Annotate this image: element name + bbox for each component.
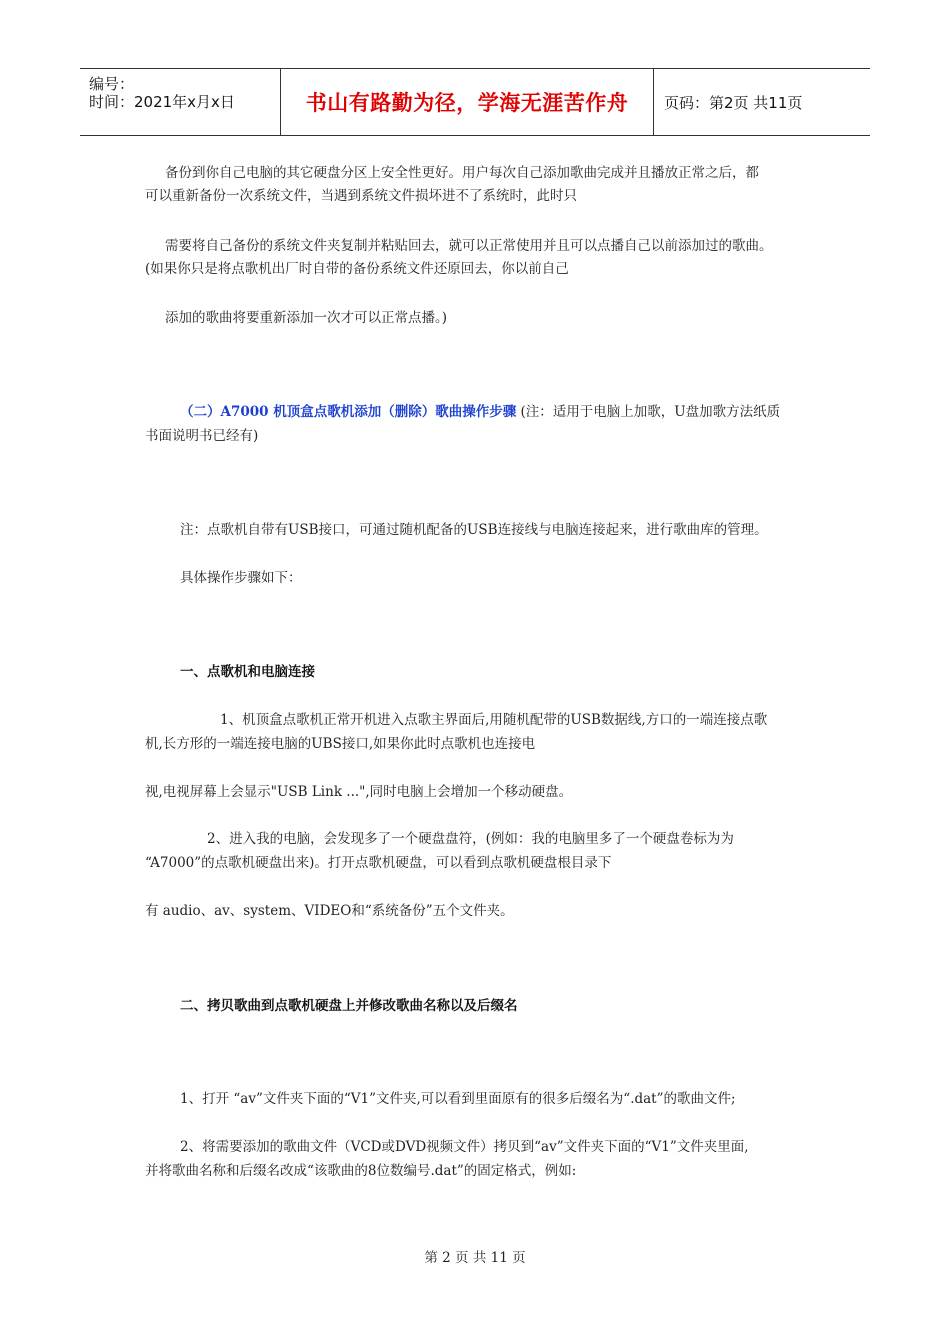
copy-step1: 1、打开 “av”文件夹下面的“V1”文件夹,可以看到里面原有的很多后缀名为“.dat”的歌曲文件;: [180, 1091, 736, 1107]
section2-note-line2: 书面说明书已经有): [145, 428, 259, 444]
paragraph-restore-line2: (如果你只是将点歌机出厂时自带的备份系统文件还原回去，你以前自己: [145, 261, 569, 277]
usb-note: 注：点歌机自带有USB接口，可通过随机配备的USB连接线与电脑连接起来，进行歌曲库的管理。: [180, 522, 768, 538]
section2-title: （二）A7000 机顶盒点歌机添加（删除）歌曲操作步骤: [180, 404, 517, 420]
step1-line3: 视,电视屏幕上会显示"USB Link ...",同时电脑上会增加一个移动硬盘。: [145, 784, 573, 800]
step1-line1: 1、机顶盒点歌机正常开机进入点歌主界面后,用随机配带的USB数据线,方口的一端连接点歌: [220, 712, 768, 728]
step1-line2: 机,长方形的一端连接电脑的UBS接口,如果你此时点歌机也连接电: [145, 736, 536, 752]
section2-heading-line: [180, 402, 780, 422]
step2-line1: 2、进入我的电脑，会发现多了一个硬盘盘符，(例如：我的电脑里多了一个硬盘卷标为为: [207, 831, 734, 847]
header-page-cell: [654, 69, 870, 135]
heading-connect: 一、点歌机和电脑连接: [180, 664, 315, 680]
header-motto-cell: [281, 69, 654, 135]
paragraph-backup-line2: 可以重新备份一次系统文件，当遇到系统文件损坏进不了系统时，此时只: [145, 188, 577, 204]
paragraph-backup-line1: 备份到你自己电脑的其它硬盘分区上安全性更好。用户每次自己添加歌曲完成并且播放正常之后，都: [165, 165, 759, 181]
header-motto: 书山有路勤为径，学海无涯苦作舟: [305, 91, 629, 115]
steps-intro: 具体操作步骤如下：: [180, 570, 302, 586]
header-meta-cell: [80, 69, 281, 135]
step2-line2: “A7000”的点歌机硬盘出来)。打开点歌机硬盘，可以看到点歌机硬盘根目录下: [145, 855, 612, 871]
paragraph-readd-songs: 添加的歌曲将要重新添加一次才可以正常点播。): [165, 310, 448, 326]
copy-step2-line2: 并将歌曲名称和后缀名改成“该歌曲的8位数编号.dat”的固定格式，例如:: [145, 1163, 577, 1179]
copy-step2-line1: 2、将需要添加的歌曲文件（VCD或DVD视频文件）拷贝到“av”文件夹下面的“V1”文件夹里面,: [180, 1139, 749, 1155]
footer-page-number: 第 2 页 共 11 页: [424, 1250, 526, 1266]
step2-line3: 有 audio、av、system、VIDEO和“系统备份”五个文件夹。: [145, 903, 514, 919]
paragraph-restore-line1: 需要将自己备份的系统文件夹复制并粘贴回去，就可以正常使用并且可以点播自己以前添加过的歌曲。: [165, 238, 773, 254]
doc-number-label: 编号：: [89, 75, 135, 93]
doc-time-label: 时间：2021年x月x日: [89, 93, 235, 111]
section2-note: (注：适用于电脑上加歌，U盘加歌方法纸质: [516, 404, 781, 420]
heading-copy-songs: 二、拷贝歌曲到点歌机硬盘上并修改歌曲名称以及后缀名: [180, 998, 518, 1014]
header-page-info: 页码：第2页 共11页: [664, 93, 803, 112]
header-table: [80, 68, 870, 136]
